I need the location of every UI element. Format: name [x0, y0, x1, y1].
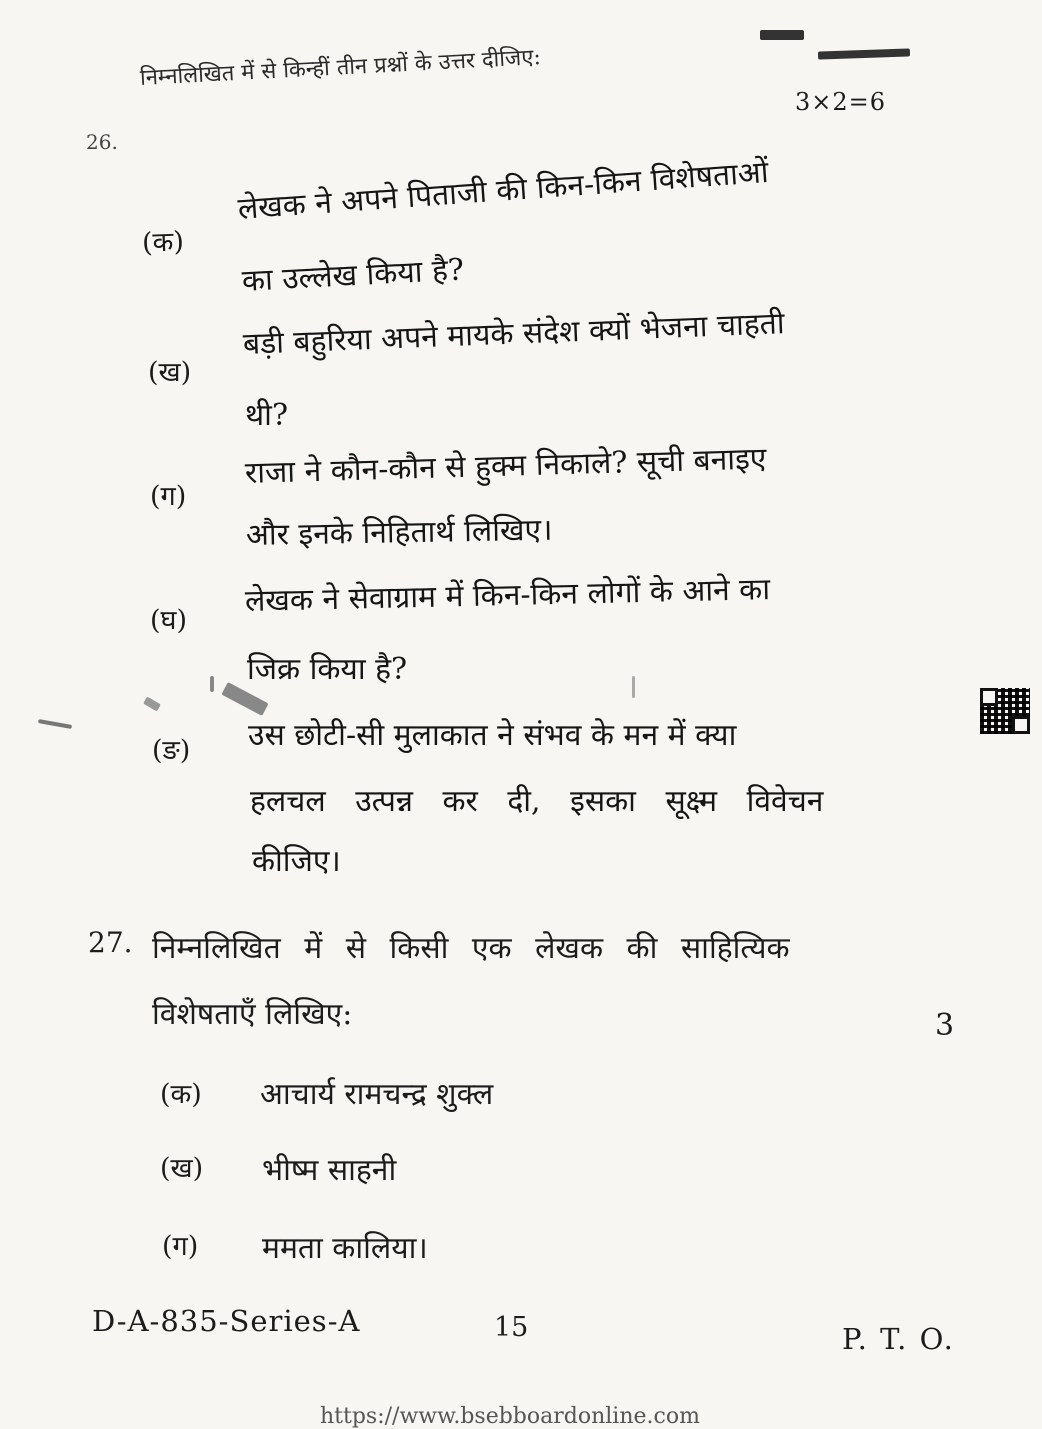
scan-smear-3: [143, 697, 161, 712]
qr-code-icon: [980, 688, 1030, 734]
scan-smear-2: [38, 719, 72, 729]
option-label: (ख): [160, 1153, 204, 1184]
question-number: 26.: [86, 130, 118, 154]
option-text: उस छोटी-सी मुलाकात ने संभव के मन में क्या: [248, 718, 737, 753]
question-marks: 3: [935, 1008, 955, 1043]
option-text: और इनके निहितार्थ लिखिए।: [245, 512, 553, 553]
question-marks: 3×2=6: [795, 88, 887, 116]
option-label: (घ): [150, 605, 188, 636]
paper-code: D-A-835-Series-A: [92, 1304, 361, 1338]
option-text: कीजिए।: [252, 844, 341, 879]
option-label: (ग): [162, 1231, 199, 1262]
option-text: थी?: [245, 398, 289, 433]
option-text: का उल्लेख किया है?: [241, 252, 465, 299]
question-number: 27.: [88, 926, 133, 959]
option-text: राजा ने कौन-कौन से हुक्म निकाले? सूची बनाइए: [244, 441, 767, 491]
option-text: हलचल उत्पन्न कर दी, इसका सूक्ष्म विवेचन: [250, 784, 824, 819]
question-instruction: निम्नलिखित में से किन्हीं तीन प्रश्नों के उत्तर दीजिए:: [139, 45, 542, 91]
option-text: लेखक ने सेवाग्राम में किन-किन लोगों के आने का: [244, 572, 771, 619]
option-label: (ख): [148, 357, 192, 388]
scan-dot-2: [632, 676, 635, 698]
option-text: भीष्म साहनी: [262, 1153, 397, 1188]
page-number: 15: [494, 1312, 529, 1343]
question-text: निम्नलिखित में से किसी एक लेखक की साहित्यिक: [152, 931, 790, 966]
scan-mark-top-right: [818, 48, 910, 59]
scan-mark-top: [760, 30, 804, 40]
option-label: (ङ): [152, 735, 191, 766]
option-text: बड़ी बहुरिया अपने मायके संदेश क्यों भेजना चाहती: [242, 306, 786, 362]
option-text: ममता कालिया।: [262, 1231, 428, 1266]
option-label: (क): [160, 1079, 202, 1110]
option-text: जिक्र किया है?: [247, 652, 408, 687]
question-text: विशेषताएँ लिखिए:: [152, 997, 353, 1032]
option-text: आचार्य रामचन्द्र शुक्ल: [260, 1077, 494, 1112]
pto-label: P. T. O.: [842, 1322, 955, 1356]
option-text: लेखक ने अपने पिताजी की किन-किन विशेषताओं: [236, 154, 770, 227]
source-url: https://www.bsebboardonline.com: [320, 1404, 700, 1429]
option-label: (क): [141, 226, 185, 259]
scan-dot: [210, 676, 214, 692]
option-label: (ग): [150, 481, 187, 512]
